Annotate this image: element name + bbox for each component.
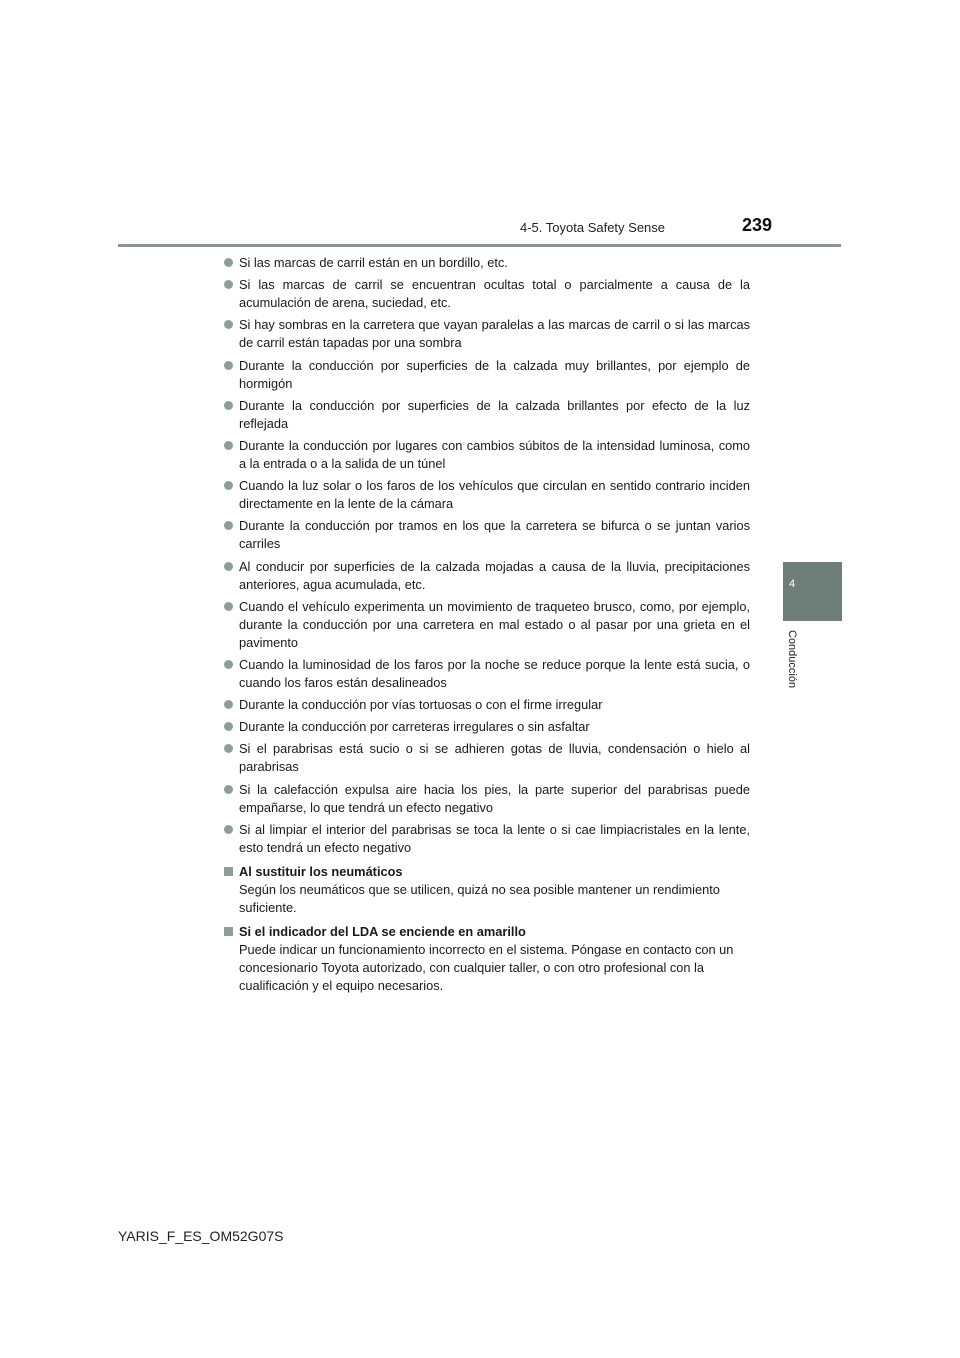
list-item-text: Si hay sombras en la carretera que vayan paralelas a las marcas de carril o si las marcas de carril están tapadas por una sombra [239,317,750,351]
bullet-dot-icon [224,320,233,329]
list-item-text: Cuando el vehículo experimenta un movimiento de traqueteo brusco, como, por ejemplo, durante la conducción por una carretera en mal estado o al pasar por una grieta en el pavimento [239,598,750,650]
bullet-dot-icon [224,258,233,267]
list-item-text: Si el parabrisas está sucio o si se adhieren gotas de lluvia, condensación o hielo al parabrisas [239,741,750,775]
bullet-dot-icon [224,660,233,669]
note-body: Puede indicar un funcionamiento incorrecto en el sistema. Póngase en contacto con un concesionario Toyota autorizado, con cualquier taller, o con otro profesional con la cualificación y el equipo necesarios. [239,941,734,993]
bullet-list [222,254,750,857]
list-item-text: Durante la conducción por superficies de la calzada muy brillantes, por ejemplo de hormigón [239,357,750,391]
list-item [222,437,750,473]
list-item [222,696,750,714]
chapter-tab-number: 4 [789,578,796,590]
list-item [222,781,750,817]
bullet-dot-icon [224,441,233,450]
note-body: Según los neumáticos que se utilicen, quizá no sea posible mantener un rendimiento suficiente. [239,881,720,915]
list-item-text: Al conducir por superficies de la calzada mojadas a causa de la lluvia, precipitaciones anteriores, agua acumulada, etc. [239,558,750,592]
note-heading-text: Si el indicador del LDA se enciende en amarillo [239,923,526,939]
note-heading [222,863,750,881]
bullet-dot-icon [224,481,233,490]
list-item [222,558,750,594]
document-code: YARIS_F_ES_OM52G07S [118,1228,284,1244]
note-heading-text: Al sustituir los neumáticos [239,863,403,879]
list-item [222,254,750,272]
page-content [222,254,750,999]
list-item [222,718,750,736]
note-lda-indicator [222,923,750,995]
list-item [222,821,750,857]
note-heading [222,923,750,941]
list-item-text: Cuando la luminosidad de los faros por la noche se reduce porque la lente está sucia, o cuando los faros están desalineados [239,656,750,690]
bullet-dot-icon [224,825,233,834]
list-item [222,517,750,553]
section-title: 4-5. Toyota Safety Sense [520,220,666,235]
list-item-text: Si al limpiar el interior del parabrisas se toca la lente o si cae limpiacristales en la lente, esto tendrá un efecto negativo [239,821,750,855]
list-item-text: Si las marcas de carril se encuentran ocultas total o parcialmente a causa de la acumulación de arena, suciedad, etc. [239,277,750,311]
bullet-dot-icon [224,744,233,753]
page-number: 239 [742,215,773,235]
bullet-dot-icon [224,602,233,611]
bullet-dot-icon [224,521,233,530]
list-item-text: Durante la conducción por carreteras irregulares o sin asfaltar [239,719,590,735]
square-bullet-icon [224,927,233,936]
list-item-text: Cuando la luz solar o los faros de los vehículos que circulan en sentido contrario inciden directamente en la lente de la cámara [239,478,750,512]
page-header [0,0,960,250]
list-item-text: Si las marcas de carril están en un bordillo, etc. [239,255,508,270]
list-item [222,357,750,393]
bullet-dot-icon [224,361,233,370]
chapter-tab [783,562,842,621]
list-item [222,656,750,692]
bullet-dot-icon [224,722,233,731]
list-item-text: Durante la conducción por lugares con cambios súbitos de la intensidad luminosa, como a la entrada o a la salida de un túnel [239,437,750,471]
chapter-side-label: Conducción [786,630,798,689]
square-bullet-icon [224,867,233,876]
list-item [222,397,750,433]
list-item [222,598,750,652]
list-item [222,477,750,513]
list-item [222,276,750,312]
bullet-dot-icon [224,280,233,289]
list-item [222,316,750,352]
bullet-dot-icon [224,401,233,410]
bullet-dot-icon [224,700,233,709]
list-item-text: Si la calefacción expulsa aire hacia los pies, la parte superior del parabrisas puede empañarse, lo que tendrá un efecto negativo [239,781,750,815]
list-item-text: Durante la conducción por superficies de la calzada brillantes por efecto de la luz reflejada [239,397,750,431]
header-rule [118,244,841,247]
list-item [222,740,750,776]
bullet-dot-icon [224,785,233,794]
list-item-text: Durante la conducción por tramos en los que la carretera se bifurca o se juntan varios carriles [239,518,750,552]
list-item-text: Durante la conducción por vías tortuosas o con el firme irregular [239,697,603,713]
note-tires [222,863,750,917]
bullet-dot-icon [224,562,233,571]
